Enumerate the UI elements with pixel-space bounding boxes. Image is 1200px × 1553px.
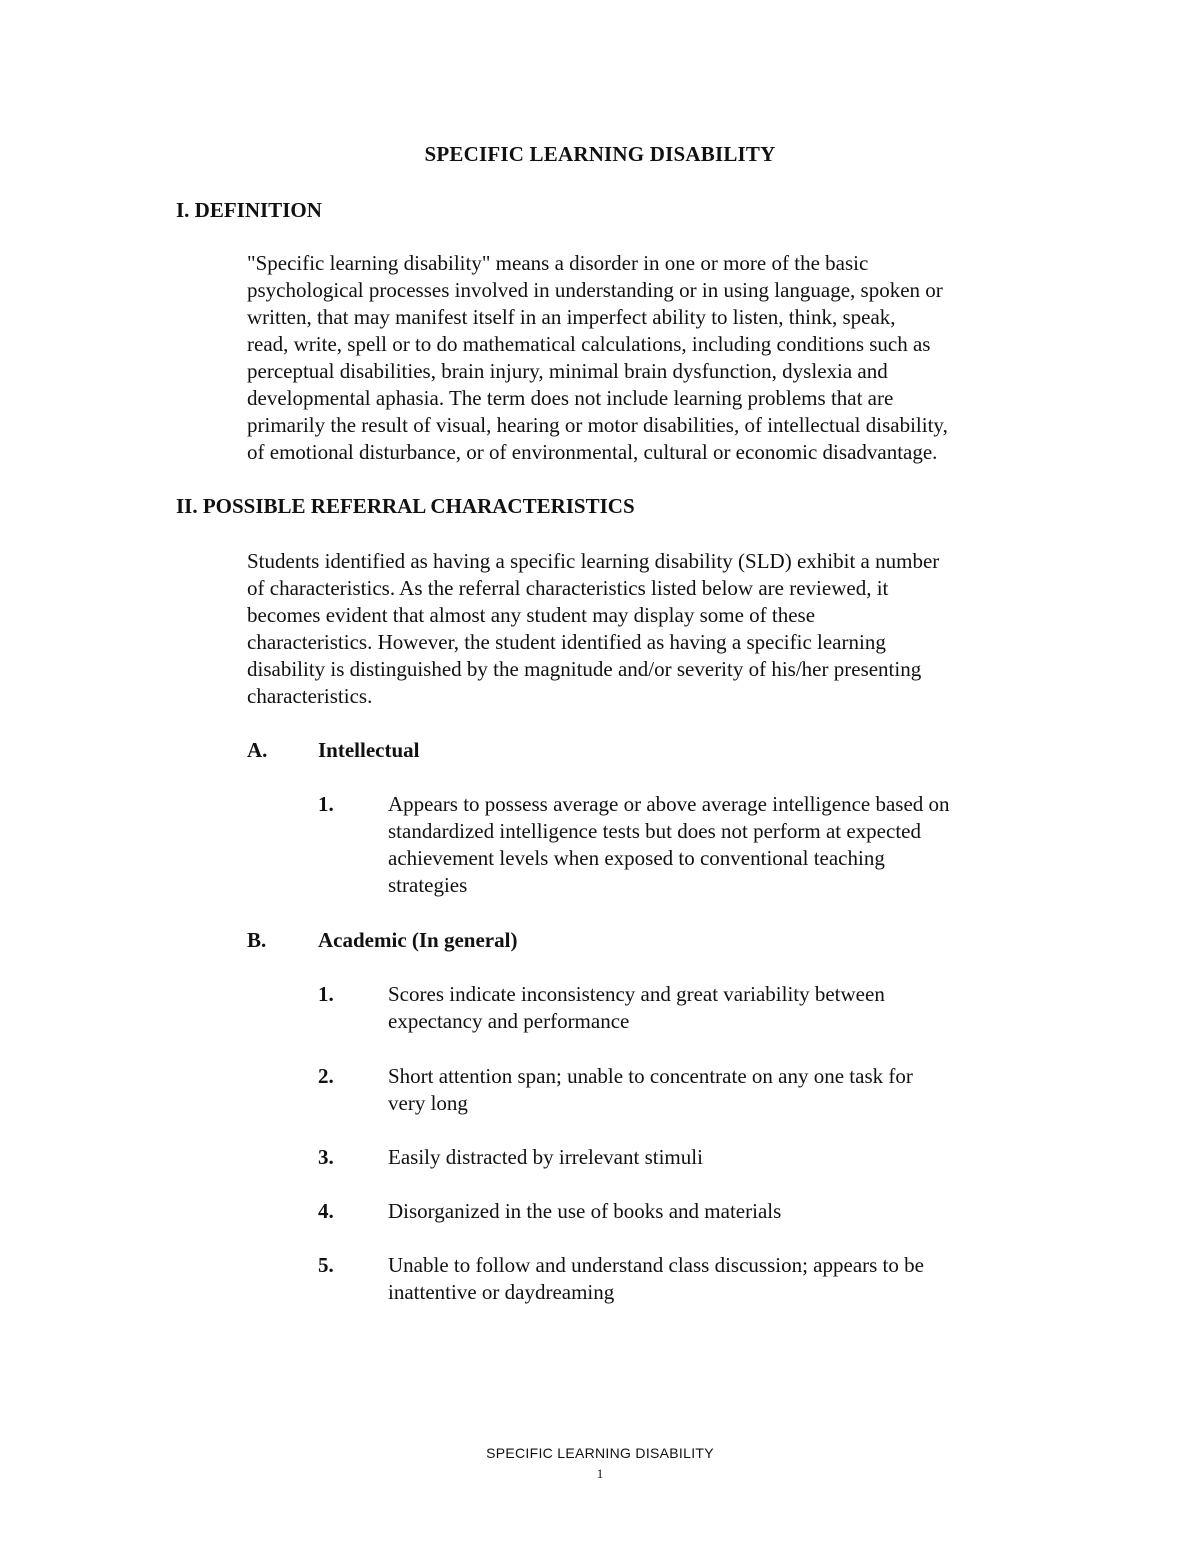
- list-item-line: very long: [388, 1091, 468, 1115]
- paragraph-line: becomes evident that almost any student may display some of these: [247, 603, 816, 627]
- list-item-line: expectancy and performance: [388, 1009, 630, 1033]
- page-number: 1: [596, 1466, 604, 1481]
- paragraph-line: psychological processes involved in understanding or in using language, spoken or: [247, 278, 943, 302]
- list-item-number: 3.: [318, 1145, 334, 1169]
- list-item: [388, 1063, 1028, 1117]
- list-item-line: Unable to follow and understand class discussion; appears to be: [388, 1253, 924, 1277]
- document-title: SPECIFIC LEARNING DISABILITY: [424, 142, 776, 166]
- paragraph-line: perceptual disabilities, brain injury, minimal brain dysfunction, dyslexia and: [247, 359, 888, 383]
- list-item: [388, 981, 1028, 1035]
- list-item-line: inattentive or daydreaming: [388, 1280, 615, 1304]
- list-item-number: 5.: [318, 1253, 334, 1277]
- footer-title: SPECIFIC LEARNING DISABILITY: [486, 1445, 714, 1461]
- list-item: [388, 791, 1028, 899]
- list-item-number: 1.: [318, 982, 334, 1006]
- list-item-line: Appears to possess average or above average intelligence based on: [388, 792, 950, 816]
- list-item-line: Short attention span; unable to concentrate on any one task for: [388, 1064, 913, 1088]
- list-item-number: 4.: [318, 1199, 334, 1223]
- subsection-letter: A.: [247, 738, 268, 762]
- paragraph-line: characteristics.: [247, 684, 373, 708]
- paragraph-line: read, write, spell or to do mathematical calculations, including conditions such as: [247, 332, 931, 356]
- subsection-title-intellectual: Intellectual: [318, 738, 420, 762]
- list-item-line: Easily distracted by irrelevant stimuli: [388, 1145, 703, 1169]
- list-item-line: Disorganized in the use of books and materials: [388, 1199, 782, 1223]
- list-item-number: 2.: [318, 1064, 334, 1088]
- paragraph-line: written, that may manifest itself in an imperfect ability to listen, think, speak,: [247, 305, 896, 329]
- paragraph-line: of characteristics. As the referral characteristics listed below are reviewed, it: [247, 576, 889, 600]
- list-item-number: 1.: [318, 792, 334, 816]
- list-item: [388, 1198, 1028, 1225]
- section-heading-referral-characteristics: II. POSSIBLE REFERRAL CHARACTERISTICS: [176, 494, 635, 518]
- paragraph-line: disability is distinguished by the magnitude and/or severity of his/her presenting: [247, 657, 922, 681]
- list-item: [388, 1252, 1028, 1306]
- subsection-letter: B.: [247, 928, 267, 952]
- list-item-line: strategies: [388, 873, 468, 897]
- subsection-title-academic: Academic (In general): [318, 928, 518, 952]
- list-item-line: standardized intelligence tests but does not perform at expected: [388, 819, 921, 843]
- paragraph-line: Students identified as having a specific learning disability (SLD) exhibit a number: [247, 549, 940, 573]
- list-item: [388, 1144, 1028, 1171]
- paragraph-line: of emotional disturbance, or of environmental, cultural or economic disadvantage.: [247, 440, 938, 464]
- paragraph-line: "Specific learning disability" means a disorder in one or more of the basic: [247, 251, 869, 275]
- section-heading-definition: I. DEFINITION: [176, 198, 322, 222]
- list-item-line: achievement levels when exposed to conventional teaching: [388, 846, 885, 870]
- paragraph-line: primarily the result of visual, hearing or motor disabilities, of intellectual disability,: [247, 413, 948, 437]
- paragraph-line: developmental aphasia. The term does not include learning problems that are: [247, 386, 894, 410]
- definition-paragraph: [247, 250, 1037, 466]
- paragraph-line: characteristics. However, the student identified as having a specific learning: [247, 630, 886, 654]
- referral-paragraph: [247, 548, 1037, 710]
- list-item-line: Scores indicate inconsistency and great variability between: [388, 982, 885, 1006]
